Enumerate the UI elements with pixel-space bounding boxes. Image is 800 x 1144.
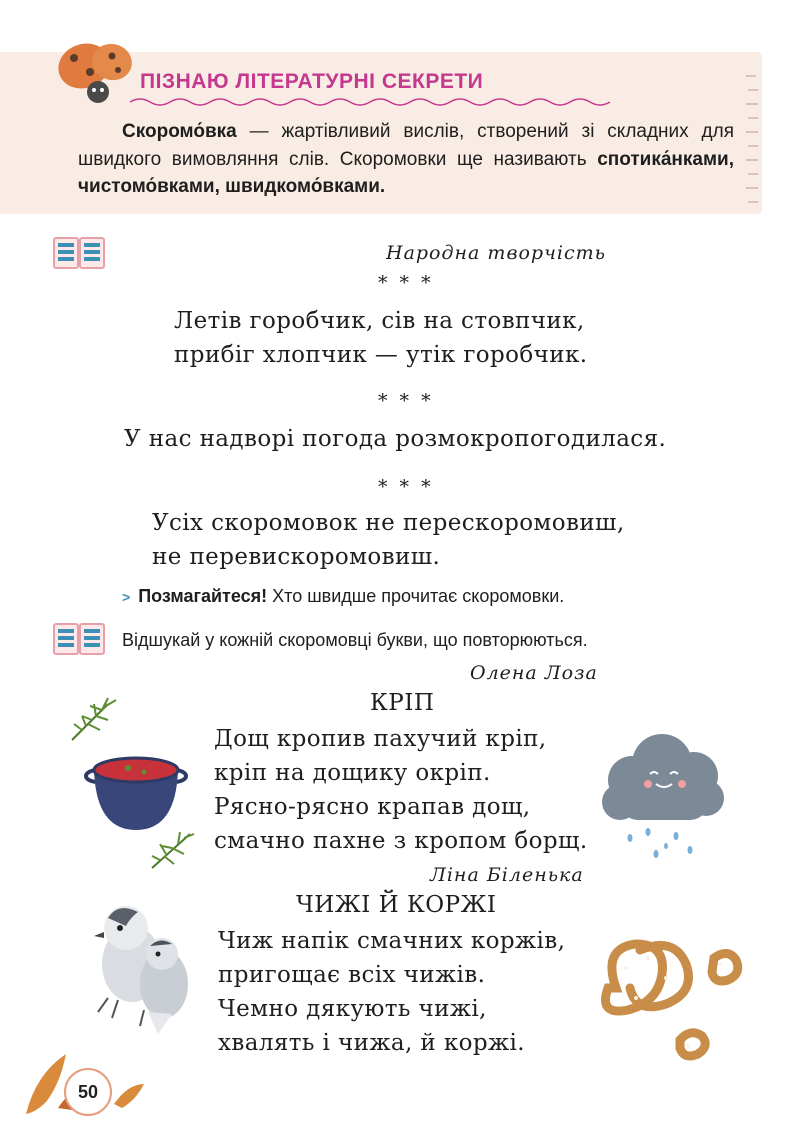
arrow-icon: > bbox=[122, 589, 131, 605]
siskin-birds-icon bbox=[88, 888, 200, 1038]
separator-3: * * * bbox=[378, 476, 434, 498]
tongue-twister-1 bbox=[174, 304, 587, 372]
verse-line: пригощає всіх чижів. bbox=[218, 962, 486, 988]
verse-line: прибіг хлопчик — утік горобчик. bbox=[174, 342, 588, 368]
verse-line: Усіх скоромовок не перескоромовиш, bbox=[152, 510, 625, 536]
verse-line: хвалять і чижа, й коржі. bbox=[218, 1030, 526, 1056]
synonyms: спотика́нками, чистомо́вками, швидкомо́вками. bbox=[78, 148, 734, 197]
torn-edge-decoration bbox=[742, 70, 764, 210]
ladybug-icon bbox=[54, 36, 138, 108]
poem-krip bbox=[214, 722, 588, 858]
verse-line: не перевискоромовиш. bbox=[152, 544, 441, 570]
author-loza: Олена Лоза bbox=[470, 662, 598, 684]
verse-line: У нас надворі погода розмокропогодилася. bbox=[124, 426, 667, 452]
task-text: Хто швидше прочитає скоромовки. bbox=[267, 586, 565, 606]
term: Скоромо́вка bbox=[122, 121, 237, 142]
poem-title-chyzhi: ЧИЖІ Й КОРЖІ bbox=[296, 892, 497, 918]
borscht-pot-icon bbox=[78, 748, 194, 834]
verse-line: смачно пахне з кропом борщ. bbox=[214, 828, 588, 854]
task-find-letters: Відшукай у кожній скоромовці букви, що повторюються. bbox=[122, 630, 588, 650]
definition-text bbox=[78, 118, 734, 201]
poem-title-krip: КРІП bbox=[370, 690, 435, 716]
section-title: ПІЗНАЮ ЛІТЕРАТУРНІ СЕКРЕТИ bbox=[140, 70, 484, 93]
author-folk: Народна творчість bbox=[386, 242, 606, 264]
page-number: 50 bbox=[64, 1068, 112, 1116]
task-bold: Позмагайтеся! bbox=[138, 586, 268, 606]
open-book-icon bbox=[52, 236, 106, 272]
open-book-icon bbox=[52, 622, 106, 658]
verse-line: Дощ кропив пахучий кріп, bbox=[214, 726, 547, 752]
verse-line: Рясно-рясно крапав дощ, bbox=[214, 794, 531, 820]
verse-line: Чемно дякують чижі, bbox=[218, 996, 487, 1022]
wavy-underline bbox=[130, 96, 610, 108]
smiling-cloud-icon bbox=[596, 724, 730, 864]
definition-body: — жартівливий вислів, створений зі складних для швидкого вимовляння слів. Скоромовки ще називають bbox=[78, 121, 734, 170]
separator-2: * * * bbox=[378, 390, 434, 412]
verse-line: кріп на дощику окріп. bbox=[214, 760, 491, 786]
separator-1: * * * bbox=[378, 272, 434, 294]
verse-line: Чиж напік смачних коржів, bbox=[218, 928, 566, 954]
tongue-twister-3 bbox=[152, 506, 625, 574]
pretzels-icon bbox=[596, 918, 756, 1072]
poem-chyzhi bbox=[218, 924, 565, 1060]
author-bilenka: Ліна Біленька bbox=[430, 864, 584, 886]
verse-line: Летів горобчик, сів на стовпчик, bbox=[174, 308, 585, 334]
tongue-twister-2 bbox=[124, 422, 666, 456]
dill-icon bbox=[68, 692, 132, 744]
task-compete bbox=[122, 586, 564, 607]
